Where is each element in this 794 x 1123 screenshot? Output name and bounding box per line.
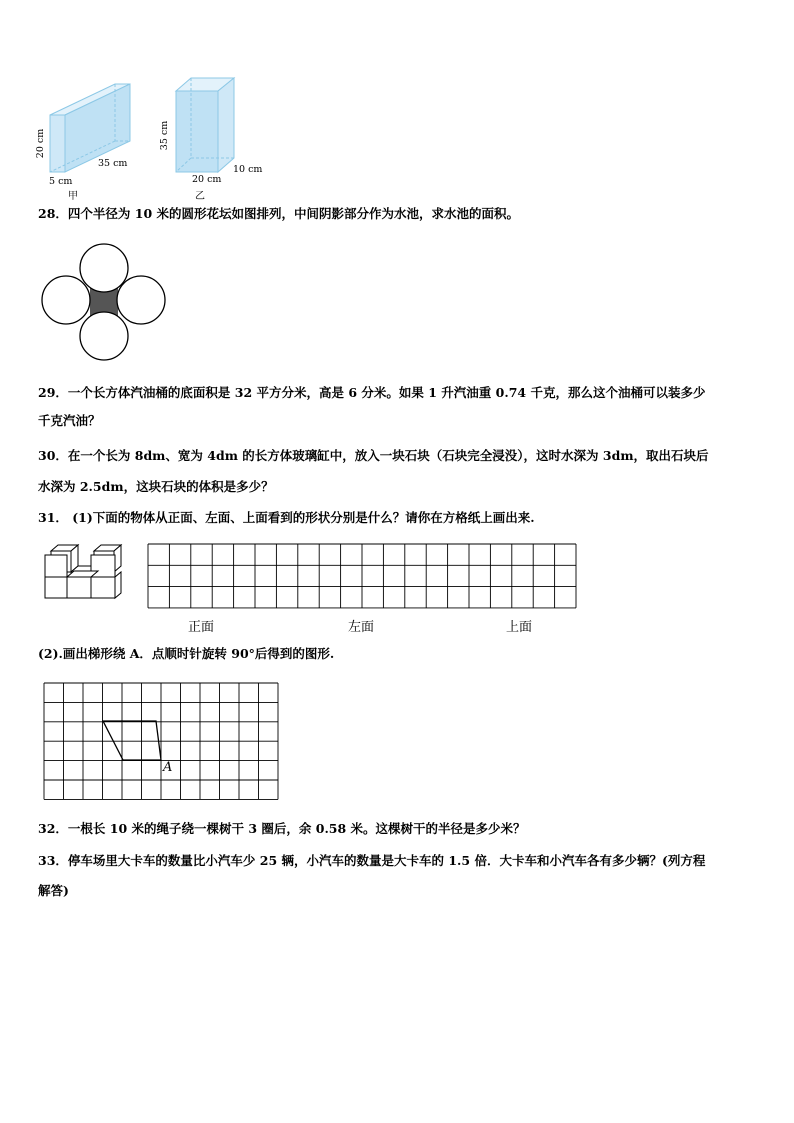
view-label-top: 上面 — [506, 620, 533, 635]
question-31-part2: (2).画出梯形绕 A．点顺时针旋转 90°后得到的图形. — [38, 646, 335, 661]
yi-name-label: 乙 — [195, 191, 205, 202]
point-a-label: A — [163, 760, 173, 775]
jia-height-label: 20 cm — [35, 128, 47, 159]
yi-height-label: 35 cm — [159, 120, 171, 151]
yi-length-label: 20 cm — [192, 174, 222, 185]
question-28: 28．四个半径为 10 米的圆形花坛如图排列，中间阴影部分作为水池，求水池的面积。 — [38, 206, 519, 221]
view-label-front: 正面 — [188, 620, 215, 635]
jia-length-label: 35 cm — [98, 158, 128, 169]
question-33-line2: 解答) — [38, 883, 69, 898]
question-32: 32．一根长 10 米的绳子绕一棵树干 3 圈后，余 0.58 米。这棵树干的半径是多少米？ — [38, 821, 526, 836]
jia-name-label: 甲 — [68, 191, 78, 202]
question-29-line1: 29．一个长方体汽油桶的底面积是 32 平方分米，高是 6 分米。如果 1 升汽油重 0.74 千克，那么这个油桶可以装多少 — [38, 385, 706, 400]
trapezoid-shape — [103, 721, 161, 760]
question-29-line2: 千克汽油？ — [38, 413, 101, 428]
jia-width-label: 5 cm — [49, 176, 73, 187]
question-31-line1: 31． (1)下面的物体从正面、左面、上面看到的形状分别是什么？请你在方格纸上画出来. — [38, 510, 535, 525]
question-33-line1: 33．停车场里大卡车的数量比小汽车少 25 辆，小汽车的数量是大卡车的 1.5 倍．大卡车和小汽车各有多少辆？(列方程 — [38, 853, 706, 868]
yi-width-label: 10 cm — [233, 164, 263, 175]
question-30-line1: 30．在一个长为 8dm、宽为 4dm 的长方体玻璃缸中，放入一块石块（石块完全浸没），这时水深为 3dm，取出石块后 — [38, 448, 709, 463]
question-30-line2: 水深为 2.5dm，这块石块的体积是多少？ — [38, 479, 274, 494]
view-label-left: 左面 — [348, 620, 375, 635]
